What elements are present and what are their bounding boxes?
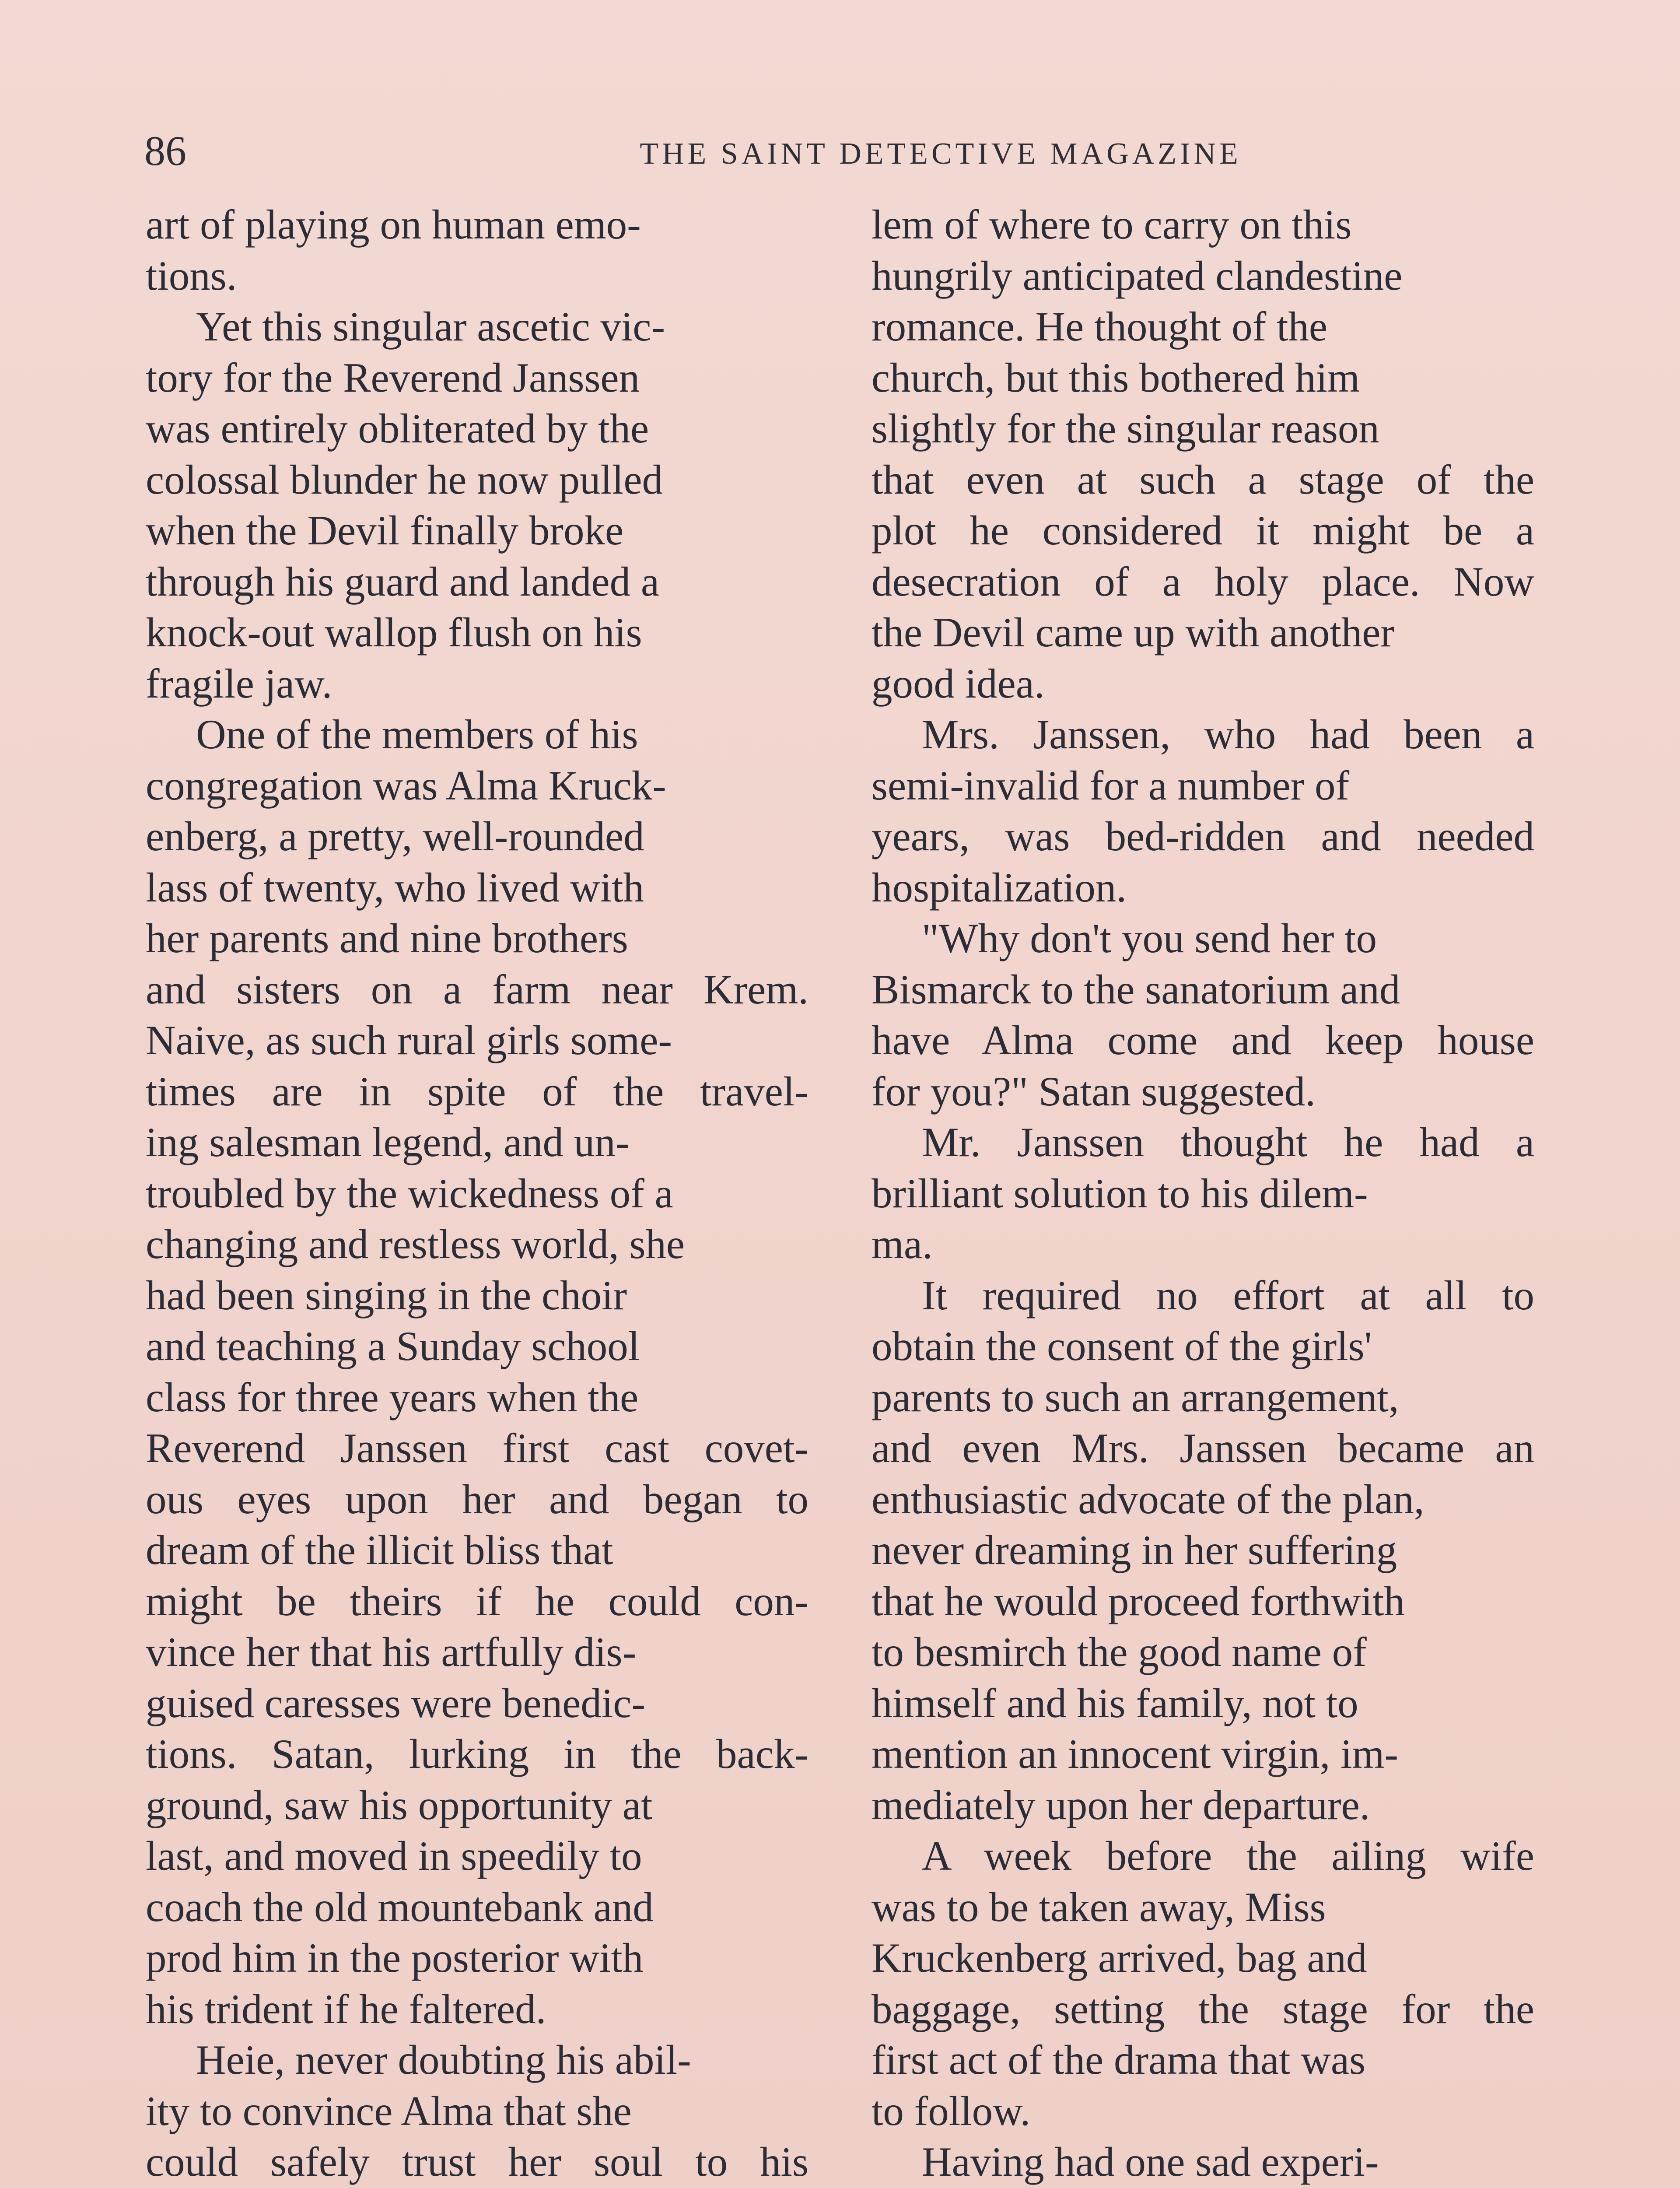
- text-line: slightly for the singular reason: [872, 405, 1379, 452]
- text-line: A week before the ailing wife: [922, 1833, 1534, 1879]
- text-line: the Devil came up with another: [872, 609, 1395, 656]
- text-line: Naive, as such rural girls some-: [146, 1017, 672, 1063]
- text-line: enberg, a pretty, well-rounded: [146, 813, 644, 859]
- text-line: tory for the Reverend Janssen: [146, 354, 640, 401]
- text-line: changing and restless world, she: [146, 1221, 685, 1267]
- text-line: was to be taken away, Miss: [872, 1883, 1326, 1930]
- text-line: hospitalization.: [872, 864, 1127, 911]
- text-line: have Alma come and keep house: [872, 1017, 1534, 1063]
- text-line: romance. He thought of the: [872, 303, 1328, 350]
- text-line: hungrily anticipated clandestine: [872, 252, 1403, 299]
- text-line: It required no effort at all to: [922, 1272, 1534, 1318]
- text-line: art of playing on human emo-: [146, 201, 641, 248]
- text-line: vince her that his artfully dis-: [146, 1629, 637, 1675]
- text-line: class for three years when the: [146, 1374, 639, 1420]
- text-line: first act of the drama that was: [872, 2037, 1366, 2083]
- text-line: himself and his family, not to: [872, 1680, 1358, 1726]
- text-line: prod him in the posterior with: [146, 1935, 644, 1981]
- text-line: dream of the illicit bliss that: [146, 1527, 613, 1573]
- text-line: to follow.: [872, 2087, 1031, 2134]
- text-line: had been singing in the choir: [146, 1272, 627, 1318]
- text-line: tions. Satan, lurking in the back-: [146, 1731, 808, 1777]
- text-line: could safely trust her soul to his: [146, 2139, 808, 2185]
- text-line: desecration of a holy place. Now: [872, 558, 1534, 605]
- text-line: "Why don't you send her to: [922, 915, 1377, 961]
- text-line: never dreaming in her suffering: [872, 1527, 1397, 1573]
- text-line: to besmirch the good name of: [872, 1629, 1367, 1675]
- text-line: for you?" Satan suggested.: [872, 1068, 1316, 1115]
- text-line: her parents and nine brothers: [146, 915, 628, 961]
- text-line: plot he considered it might be a: [872, 507, 1534, 554]
- text-line: ma.: [872, 1221, 933, 1267]
- text-line: enthusiastic advocate of the plan,: [872, 1476, 1424, 1522]
- text-line: good idea.: [872, 660, 1045, 707]
- text-line: troubled by the wickedness of a: [146, 1170, 673, 1217]
- text-line: semi-invalid for a number of: [872, 762, 1350, 809]
- text-line: lem of where to carry on this: [872, 201, 1352, 248]
- text-line: his trident if he faltered.: [146, 1985, 546, 2032]
- text-line: Bismarck to the sanatorium and: [872, 966, 1400, 1013]
- text-line: Reverend Janssen first cast covet-: [146, 1425, 808, 1471]
- text-line: Heie, never doubting his abil-: [196, 2037, 691, 2083]
- text-line: church, but this bothered him: [872, 354, 1360, 401]
- text-line: that he would proceed forthwith: [872, 1578, 1405, 1624]
- text-line: ground, saw his opportunity at: [146, 1781, 653, 1828]
- running-title: THE SAINT DETECTIVE MAGAZINE: [640, 137, 1242, 171]
- text-line: One of the members of his: [196, 711, 638, 757]
- text-line: Yet this singular ascetic vic-: [196, 303, 665, 350]
- text-line: lass of twenty, who lived with: [146, 864, 644, 911]
- text-line: mediately upon her departure.: [872, 1781, 1370, 1828]
- text-line: tions.: [146, 252, 237, 299]
- text-line: colossal blunder he now pulled: [146, 456, 663, 503]
- text-line: ous eyes upon her and began to: [146, 1476, 808, 1522]
- text-line: that even at such a stage of the: [872, 456, 1534, 503]
- text-line: through his guard and landed a: [146, 558, 660, 605]
- text-column-right: [872, 199, 1534, 2188]
- text-column-left: [146, 199, 808, 2188]
- text-line: congregation was Alma Kruck-: [146, 762, 666, 809]
- text-line: brilliant solution to his dilem-: [872, 1170, 1368, 1217]
- text-line: coach the old mountebank and: [146, 1883, 654, 1930]
- text-line: ing salesman legend, and un-: [146, 1119, 630, 1165]
- text-line: obtain the consent of the girls': [872, 1323, 1372, 1369]
- text-line: Mrs. Janssen, who had been a: [922, 711, 1534, 757]
- text-line: fragile jaw.: [146, 660, 332, 707]
- text-line: mention an innocent virgin, im-: [872, 1731, 1399, 1777]
- text-line: ity to convince Alma that she: [146, 2087, 632, 2134]
- text-line: Mr. Janssen thought he had a: [922, 1119, 1534, 1165]
- text-line: years, was bed-ridden and needed: [872, 813, 1534, 859]
- text-line: Kruckenberg arrived, bag and: [872, 1935, 1367, 1981]
- page-header: [144, 127, 1536, 179]
- text-line: baggage, setting the stage for the: [872, 1985, 1534, 2032]
- text-line: guised caresses were benedic-: [146, 1680, 646, 1726]
- text-line: and teaching a Sunday school: [146, 1323, 640, 1369]
- text-line: Having had one sad experi-: [922, 2139, 1379, 2185]
- text-line: and even Mrs. Janssen became an: [872, 1425, 1534, 1471]
- text-line: knock-out wallop flush on his: [146, 609, 642, 656]
- text-line: was entirely obliterated by the: [146, 405, 649, 452]
- text-line: when the Devil finally broke: [146, 507, 624, 554]
- text-line: and sisters on a farm near Krem.: [146, 966, 808, 1013]
- text-line: last, and moved in speedily to: [146, 1833, 642, 1879]
- text-line: times are in spite of the travel-: [146, 1068, 808, 1115]
- text-line: might be theirs if he could con-: [146, 1578, 808, 1624]
- page-number: 86: [144, 127, 186, 174]
- text-line: parents to such an arrangement,: [872, 1374, 1399, 1420]
